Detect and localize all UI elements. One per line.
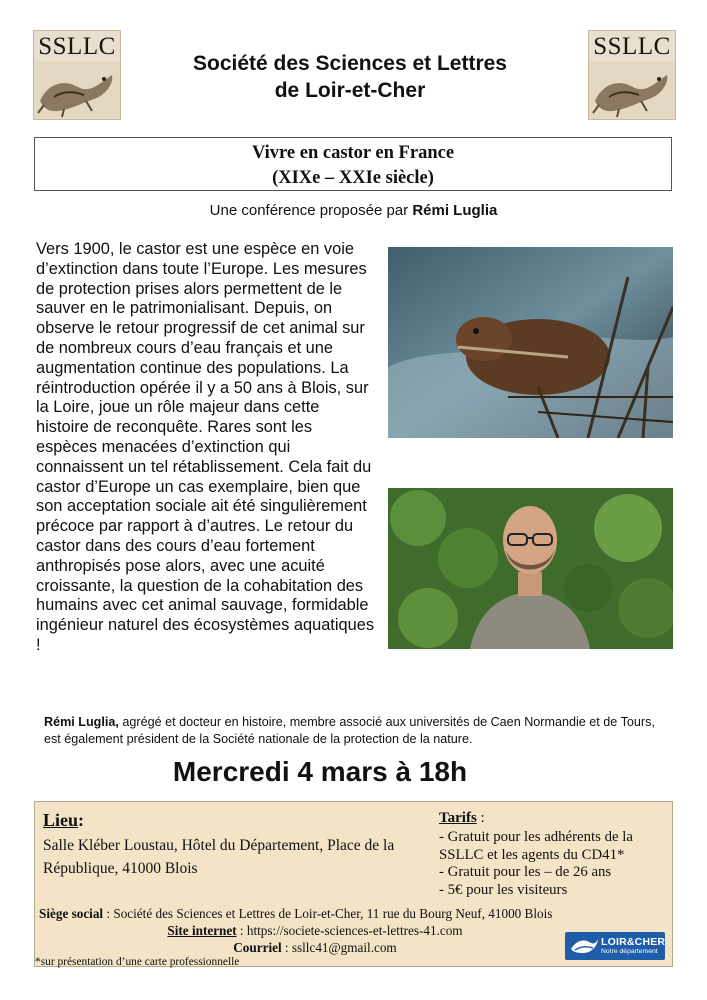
- tarifs-label: Tarifs: [439, 810, 477, 826]
- speaker-line: [0, 202, 707, 219]
- society-line-2: de Loir-et-Cher: [274, 79, 426, 102]
- salamander-emblem-icon: [34, 61, 120, 119]
- lecture-title-line-2: (XIXe – XXIe siècle): [272, 168, 434, 188]
- lieu-label: Lieu: [43, 810, 79, 830]
- badge-subtitle: Notre département: [601, 948, 658, 955]
- tarifs-heading: [439, 810, 485, 827]
- tarifs-list: [439, 829, 669, 899]
- proposed-by: Une conférence proposée par: [209, 202, 409, 219]
- society-name: [150, 50, 550, 104]
- lieu-heading: [43, 810, 84, 831]
- society-line-1: Société des Sciences et Lettres: [193, 52, 507, 75]
- tarif-item: - 5€ pour les visiteurs: [439, 881, 568, 898]
- salamander-emblem-icon: [589, 61, 675, 119]
- beaver-photo: [388, 247, 673, 438]
- bio-text: agrégé et docteur en histoire, membre associé aux universités de Caen Normandie et de Tours, est également président de la Société nationale de la protection de la nature.: [44, 715, 655, 746]
- lecture-title-line-1: Vivre en castor en France: [251, 143, 455, 163]
- beaver-image: [388, 247, 673, 438]
- bio-name: Rémi Luglia,: [44, 715, 119, 729]
- email: [35, 940, 595, 956]
- footnote: *sur présentation d’une carte professionnelle: [35, 956, 240, 968]
- speaker-name: Rémi Luglia: [412, 202, 498, 219]
- siege-label: Siège social: [39, 906, 104, 921]
- mail-address[interactable]: : ssllc41@gmail.com: [281, 940, 397, 955]
- department-logo-icon: [569, 935, 599, 957]
- badge-title: LOIR&CHER: [601, 936, 666, 948]
- site-url[interactable]: : https://societe-sciences-et-lettres-41.com: [236, 923, 463, 938]
- loir-et-cher-badge: [565, 932, 665, 960]
- practical-info-box: [34, 801, 673, 967]
- logo-text: SSLLC: [38, 33, 116, 60]
- event-date: Mercredi 4 mars à 18h: [172, 756, 468, 787]
- tarif-item: - Gratuit pour les – de 26 ans: [439, 864, 612, 881]
- lecture-title-box: [34, 137, 672, 191]
- speaker-bio: [44, 714, 674, 748]
- siege-text: : Société des Sciences et Lettres de Loir-et-Cher, 11 rue du Bourg Neuf, 41000 Blois: [103, 906, 553, 921]
- website: [35, 923, 595, 939]
- speaker-image: [388, 488, 673, 649]
- society-logo-right: [588, 30, 676, 120]
- tarifs-colon: :: [476, 810, 485, 826]
- lieu-address: Salle Kléber Loustau, Hôtel du Département, Place de la République, 41000 Blois: [43, 837, 395, 877]
- society-logo-left: [33, 30, 121, 120]
- lieu-colon: :: [78, 810, 85, 830]
- tarif-item: - Gratuit pour les adhérents de la SSLLC et les agents du CD41*: [439, 829, 633, 863]
- speaker-photo: [388, 488, 673, 649]
- logo-text: SSLLC: [593, 33, 671, 60]
- siege-social: [39, 906, 669, 922]
- mail-label: Courriel: [233, 940, 282, 955]
- site-label: Site internet: [167, 923, 237, 938]
- lecture-description: Vers 1900, le castor est une espèce en voie d’extinction dans toute l’Europe. Les mesures de protection prises alors permettent de le sauver en le patrimonialisant. Depuis, on observe le retour progressif de cet animal sur de nombreux cours d’eau français et une augmentation continue des populations. La réintroduction opérée il y a 50 ans à Blois, sur la Loire, joue un rôle majeur dans cette histoire de reconquête. Rares sont les espèces menacées d’extinction qui connaissent un tel rétablissement. Cela fait du castor d’Europe un cas exemplaire, bien que son acceptation sociale ait été singulièrement précoce par rapport à d’autres. Le retour du castor dans des cours d’eau fortement anthropisés pose alors, avec une acuité croissante, la question de la cohabitation des humains avec cet animal sauvage, formidable ingénieur naturel des écosystèmes aquatiques !: [36, 240, 375, 654]
